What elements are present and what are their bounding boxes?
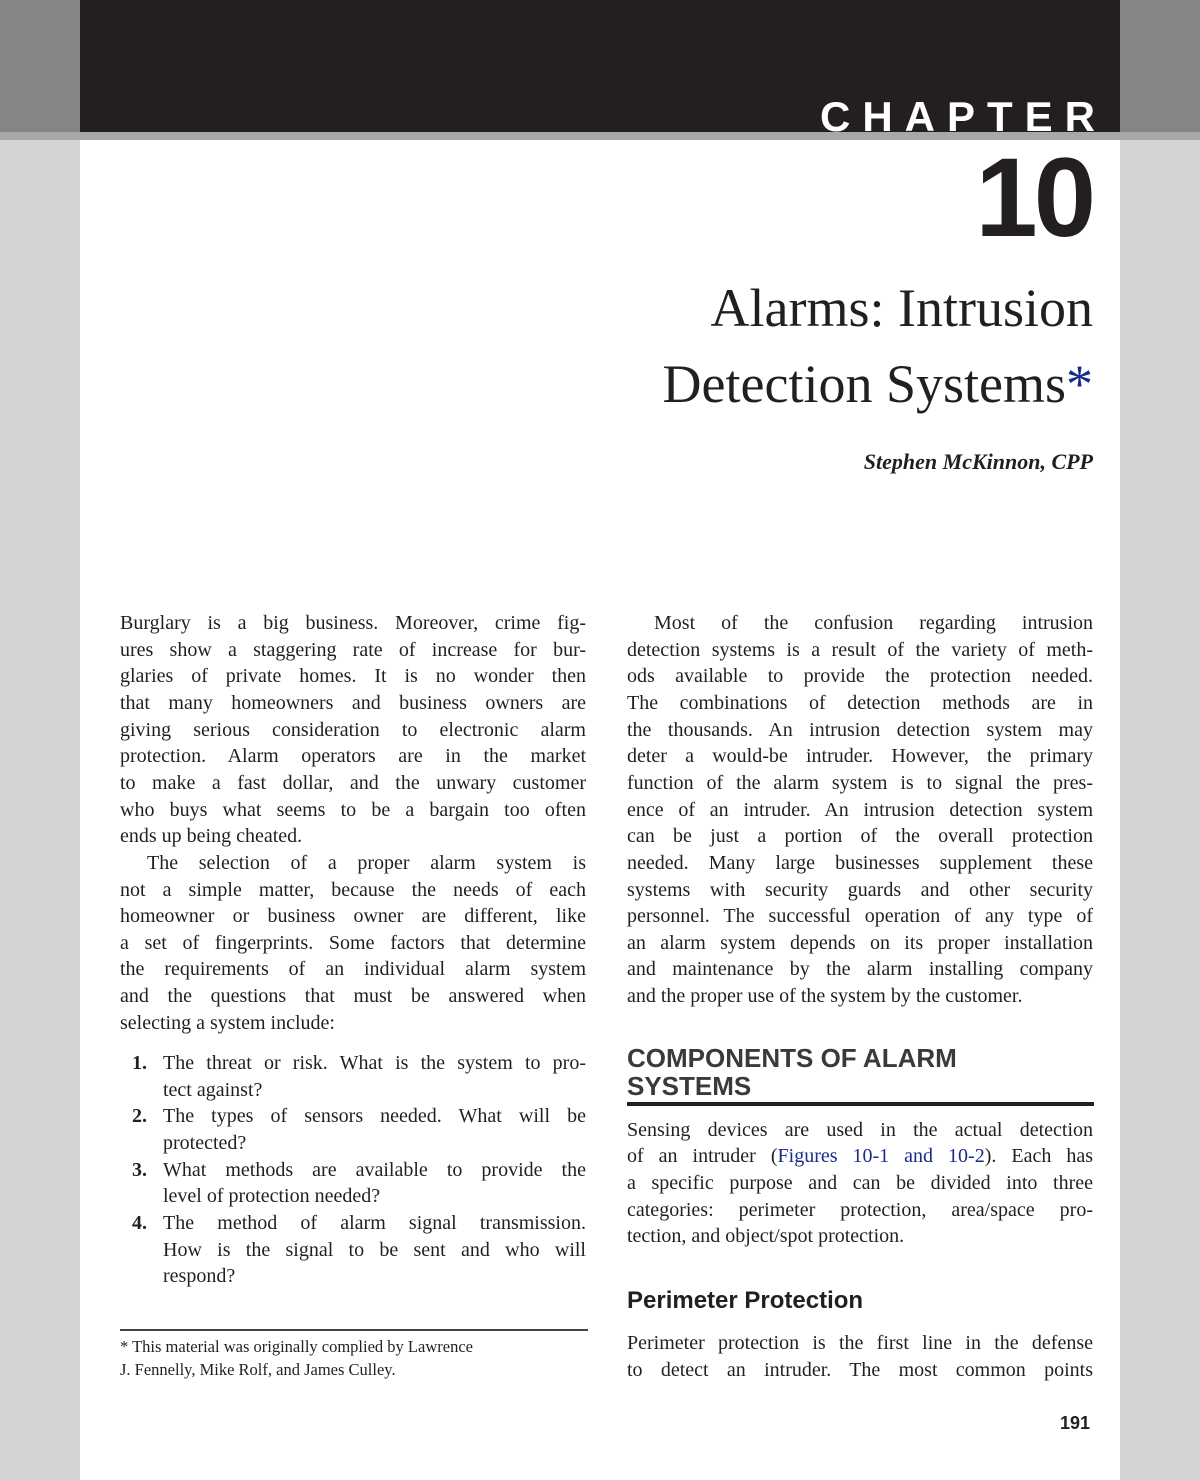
text-line: to detect an intruder. The most common points	[627, 1358, 1093, 1381]
chapter-number: 10	[975, 135, 1092, 260]
text-line: not a simple matter, because the needs of each	[120, 878, 586, 901]
list-number: 3.	[132, 1158, 147, 1181]
text-line: ures show a staggering rate of increase for bur-	[120, 638, 586, 661]
text-line: systems with security guards and other security	[627, 878, 1093, 901]
text-line: The selection of a proper alarm system is	[147, 851, 586, 874]
text-line: a specific purpose and can be divided into three	[627, 1172, 1093, 1194]
section-heading-line: COMPONENTS OF ALARM	[627, 1043, 957, 1073]
text-line: ods available to provide the protection needed.	[627, 665, 1093, 688]
list-number: 4.	[132, 1211, 147, 1234]
text-line: ends up being cheated.	[120, 825, 303, 848]
text-line: who buys what seems to be a bargain too often	[120, 798, 586, 821]
list-number: 1.	[132, 1052, 147, 1074]
text-line: Sensing devices are used in the actual detection	[627, 1119, 1093, 1141]
list-item-line: What methods are available to provide the	[163, 1158, 586, 1181]
text-line: to make a fast dollar, and the unwary customer	[120, 771, 586, 794]
title-text: Detection Systems	[662, 354, 1066, 414]
section-heading-rule	[627, 1102, 1094, 1106]
footnote-line: * This material was originally complied by Lawrence	[120, 1337, 473, 1356]
text-line: that many homeowners and business owners are	[120, 691, 586, 714]
text-line: categories: perimeter protection, area/space pro-	[627, 1198, 1093, 1221]
text-line: tection, and object/spot protection.	[627, 1225, 905, 1248]
text-line: homeowner or business owner are different, like	[120, 905, 586, 928]
list-item-line: protected?	[163, 1131, 247, 1154]
text-line	[627, 1143, 1093, 1169]
corner-block-right	[1120, 0, 1200, 132]
list-item-line: The threat or risk. What is the system to pro-	[163, 1052, 586, 1074]
text-line: and maintenance by the alarm installing company	[627, 958, 1093, 981]
text-line: and the questions that must be answered when	[120, 985, 586, 1008]
text-span: of an intruder (	[627, 1145, 778, 1167]
list-item-line: tect against?	[163, 1078, 263, 1101]
text-line: detection systems is a result of the variety of meth-	[627, 638, 1093, 661]
text-line: an alarm system depends on its proper installation	[627, 931, 1093, 954]
list-item-line: The method of alarm signal transmission.	[163, 1211, 586, 1234]
text-line: personnel. The successful operation of any type of	[627, 905, 1093, 928]
text-line: giving serious consideration to electronic alarm	[120, 718, 586, 741]
text-line: Burglary is a big business. Moreover, crime fig-	[120, 612, 586, 634]
title-footnote-link[interactable]: *	[1066, 354, 1093, 414]
list-item-line: The types of sensors needed. What will be	[163, 1105, 586, 1128]
author-name: Stephen McKinnon, CPP	[863, 449, 1093, 474]
text-line: Perimeter protection is the first line in the defense	[627, 1332, 1093, 1354]
text-line: Most of the confusion regarding intrusion	[654, 612, 1093, 634]
section-heading-line: SYSTEMS	[627, 1071, 752, 1101]
subheading: Perimeter Protection	[627, 1287, 864, 1314]
section-heading	[627, 1044, 957, 1100]
figures-link[interactable]: Figures 10-1 and 10-2	[777, 1145, 985, 1167]
text-line: deter a would-be intruder. However, the primary	[627, 745, 1093, 768]
text-line: protection. Alarm operators are in the market	[120, 745, 586, 768]
page-number: 191	[1060, 1413, 1091, 1433]
text-line: the requirements of an individual alarm system	[120, 958, 586, 981]
chapter-title-line-2	[663, 352, 1093, 416]
text-line: function of the alarm system is to signal the pres-	[627, 771, 1093, 794]
corner-block-left	[0, 0, 80, 132]
text-line: The combinations of detection methods are in	[627, 691, 1093, 714]
footnote-rule	[120, 1329, 588, 1331]
text-line: can be just a portion of the overall protection	[627, 825, 1093, 848]
text-line: selecting a system include:	[120, 1011, 335, 1034]
text-line: a set of fingerprints. Some factors that determine	[120, 931, 586, 954]
text-line: and the proper use of the system by the customer.	[627, 985, 1023, 1008]
chapter-label: CHAPTER	[819, 93, 1107, 140]
list-item-line: How is the signal to be sent and who will	[163, 1238, 586, 1261]
text-line: the thousands. An intrusion detection system may	[627, 718, 1093, 741]
list-item-line: level of protection needed?	[163, 1185, 381, 1208]
footnote-line: J. Fennelly, Mike Rolf, and James Culley.	[120, 1360, 396, 1379]
text-span: ). Each has	[984, 1145, 1094, 1167]
text-line: glaries of private homes. It is no wonder then	[120, 665, 586, 688]
text-line: ence of an intruder. An intrusion detection system	[627, 798, 1093, 821]
chapter-title-line-1: Alarms: Intrusion	[710, 278, 1093, 338]
text-line: needed. Many large businesses supplement these	[627, 851, 1093, 874]
list-item-line: respond?	[163, 1265, 236, 1288]
list-number: 2.	[132, 1105, 147, 1128]
